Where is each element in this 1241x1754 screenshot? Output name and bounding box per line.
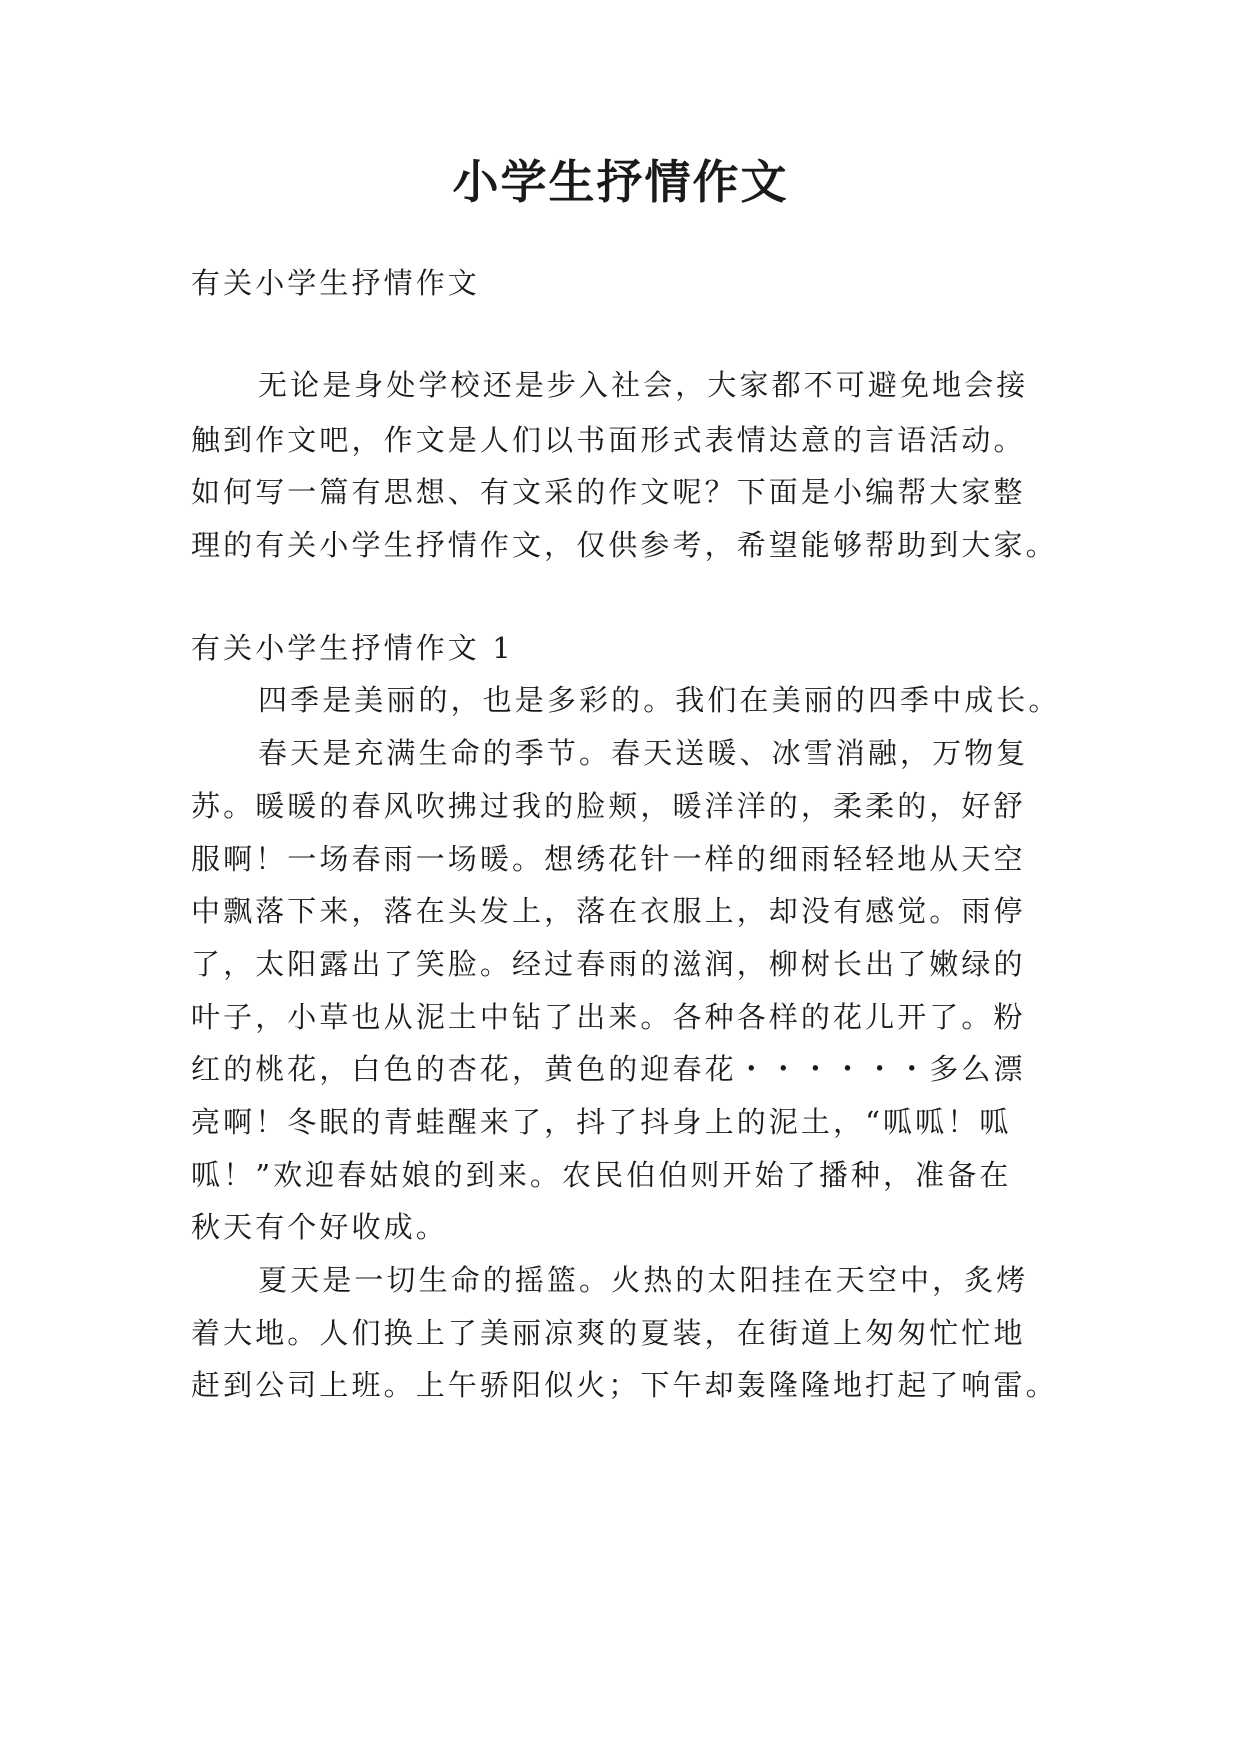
body-line: 四季是美丽的，也是多彩的。我们在美丽的四季中成长。	[258, 683, 1061, 717]
body-line: 春天是充满生命的季节。春天送暖、冰雪消融，万物复	[258, 736, 1029, 770]
body-line: 中飘落下来，落在头发上，落在衣服上，却没有感觉。雨停	[191, 894, 1026, 928]
body-line: 亮啊！冬眠的青蛙醒来了，抖了抖身上的泥土，“呱呱！呱	[191, 1105, 1012, 1139]
body-line: 叶子，小草也从泥土中钻了出来。各种各样的花儿开了。粉	[191, 1000, 1026, 1034]
document-title: 小学生抒情作文	[452, 155, 789, 209]
body-line: 秋天有个好收成。	[191, 1210, 448, 1244]
body-line: 夏天是一切生命的摇篮。火热的太阳挂在天空中，炙烤	[258, 1263, 1029, 1297]
intro-line: 如何写一篇有思想、有文采的作文呢？下面是小编帮大家整	[191, 475, 1026, 509]
intro-line: 触到作文吧，作文是人们以书面形式表情达意的言语活动。	[191, 423, 1026, 457]
document-subtitle: 有关小学生抒情作文	[191, 266, 480, 300]
body-line: 红的桃花，白色的杏花，黄色的迎春花・・・・・・多么漂	[191, 1052, 1026, 1086]
intro-line: 无论是身处学校还是步入社会，大家都不可避免地会接	[258, 368, 1029, 402]
body-line: 呱！”欢迎春姑娘的到来。农民伯伯则开始了播种，准备在	[191, 1158, 1012, 1192]
section-heading: 有关小学生抒情作文 1	[191, 631, 514, 665]
body-line: 着大地。人们换上了美丽凉爽的夏装，在街道上匆匆忙忙地	[191, 1316, 1026, 1350]
body-line: 服啊！一场春雨一场暖。想绣花针一样的细雨轻轻地从天空	[191, 842, 1026, 876]
body-line: 赶到公司上班。上午骄阳似火；下午却轰隆隆地打起了响雷。	[191, 1368, 1058, 1402]
intro-line: 理的有关小学生抒情作文，仅供参考，希望能够帮助到大家。	[191, 528, 1058, 562]
body-line: 苏。暖暖的春风吹拂过我的脸颊，暖洋洋的，柔柔的，好舒	[191, 789, 1026, 823]
body-line: 了，太阳露出了笑脸。经过春雨的滋润，柳树长出了嫩绿的	[191, 947, 1026, 981]
